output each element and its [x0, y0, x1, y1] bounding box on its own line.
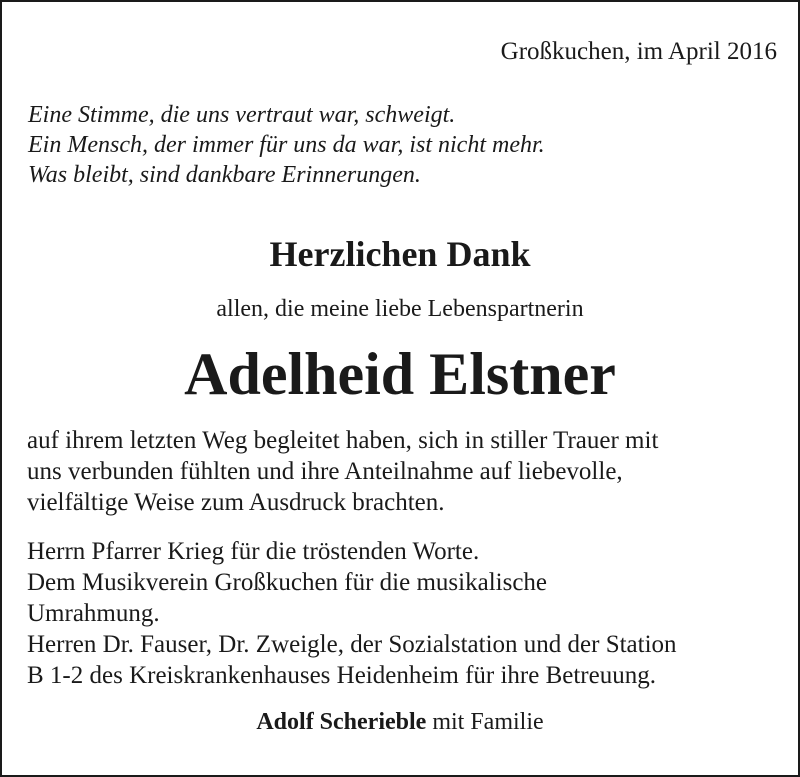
- signer-name: Adolf Scherieble: [256, 709, 427, 735]
- thanks-heading: Herzlichen Dank: [269, 234, 531, 274]
- paragraph-line: vielfältige Weise zum Ausdruck brachten.: [27, 489, 445, 516]
- intro-line: allen, die meine liebe Lebenspartnerin: [216, 296, 584, 322]
- special-thanks-paragraph: [27, 536, 677, 691]
- signature: [0, 707, 800, 737]
- motto-line: Ein Mensch, der immer für uns da war, ist nicht mehr.: [28, 132, 545, 158]
- motto-line: Was bleibt, sind dankbare Erinnerungen.: [28, 162, 421, 188]
- paragraph-line: auf ihrem letzten Weg begleitet haben, sich in stiller Trauer mit: [27, 427, 659, 454]
- paragraph-line: Herren Dr. Fauser, Dr. Zweigle, der Sozialstation und der Station: [27, 631, 677, 658]
- motto-verse: [28, 100, 545, 190]
- paragraph-line: Herrn Pfarrer Krieg für die tröstenden Worte.: [27, 538, 480, 565]
- paragraph-line: Dem Musikverein Großkuchen für die musikalische: [27, 569, 548, 596]
- motto-line: Eine Stimme, die uns vertraut war, schweigt.: [28, 102, 456, 128]
- signer-suffix: mit Familie: [426, 709, 544, 735]
- place-and-date: Großkuchen, im April 2016: [500, 38, 777, 65]
- thanks-paragraph: [27, 425, 658, 518]
- deceased-name: Adelheid Elstner: [184, 341, 616, 407]
- paragraph-line: Umrahmung.: [27, 600, 160, 627]
- paragraph-line: B 1-2 des Kreiskrankenhauses Heidenheim für ihre Betreuung.: [27, 662, 656, 689]
- paragraph-line: uns verbunden fühlten und ihre Anteilnahme auf liebevolle,: [27, 458, 623, 485]
